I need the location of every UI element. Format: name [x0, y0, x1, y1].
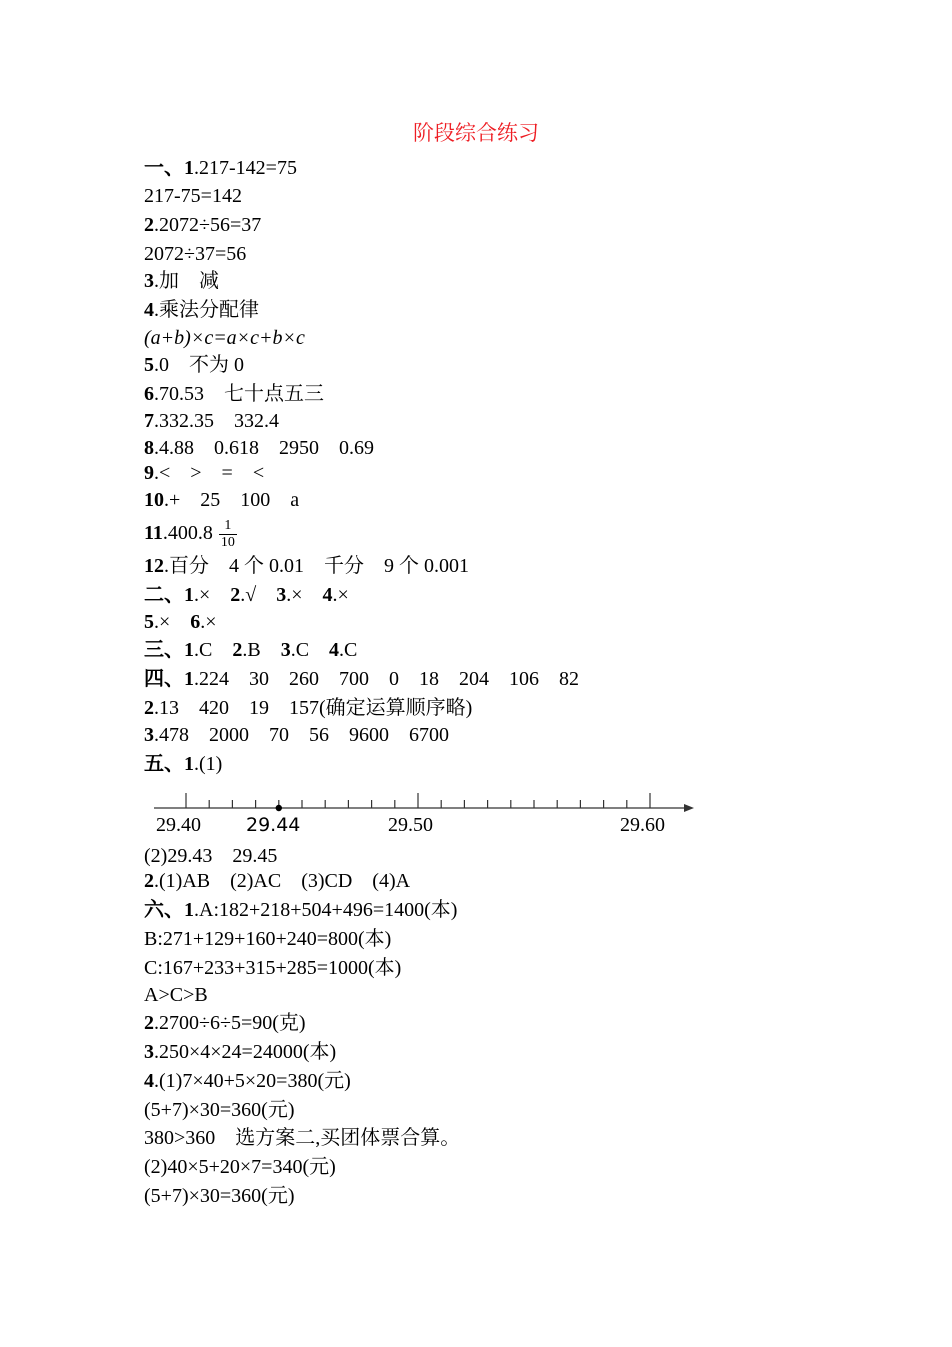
answer-line: 4.(1)7×40+5×20=380(元) — [144, 1070, 351, 1092]
answer-line: (5+7)×30=360(元) — [144, 1185, 295, 1207]
number-line-ticks — [186, 793, 650, 808]
answer-line: 一、1.217-142=75 — [144, 157, 297, 179]
answer-line: 2.(1)AB (2)AC (3)CD (4)A — [144, 870, 411, 892]
number-line-point — [276, 805, 282, 811]
answer-line: A>C>B — [144, 984, 208, 1006]
answer-line: 6.70.53 七十点五三 — [144, 383, 324, 405]
tick-label: 29.44 — [246, 814, 301, 836]
number-line-arrow-icon — [684, 804, 694, 812]
answer-line: 3.478 2000 70 56 9600 6700 — [144, 724, 449, 746]
answer-line: 四、1.224 30 260 700 0 18 204 106 82 — [144, 668, 579, 690]
answer-line: 9.< > = < — [144, 462, 265, 484]
answer-line: 5.0 不为 0 — [144, 354, 244, 376]
answer-line: 2.2700÷6÷5=90(克) — [144, 1012, 306, 1034]
answer-line: B:271+129+160+240=800(本) — [144, 928, 392, 950]
answer-line: 217-75=142 — [144, 185, 242, 207]
answer-line: 4.乘法分配律 — [144, 299, 259, 321]
page-title: 阶段综合练习 — [413, 121, 539, 145]
answer-line: 六、1.A:182+218+504+496=1400(本) — [144, 899, 458, 921]
tick-label: 29.60 — [620, 814, 665, 836]
answer-line: (2)40×5+20×7=340(元) — [144, 1156, 336, 1178]
answer-line: C:167+233+315+285=1000(本) — [144, 957, 402, 979]
answer-line: 2072÷37=56 — [144, 243, 247, 265]
tick-label: 29.50 — [388, 814, 433, 836]
answer-line: 三、1.C 2.B 3.C 4.C — [144, 639, 358, 661]
answer-line: 10.+ 25 100 a — [144, 489, 300, 511]
answer-line: 2.13 420 19 157(确定运算顺序略) — [144, 697, 473, 719]
answer-line: 2.2072÷56=37 — [144, 214, 262, 236]
answer-line: 7.332.35 332.4 — [144, 410, 279, 432]
answer-line: 8.4.88 0.618 2950 0.69 — [144, 437, 374, 459]
answer-line: 3.加 减 — [144, 270, 219, 292]
answer-line: (5+7)×30=360(元) — [144, 1099, 295, 1121]
answer-line: 3.250×4×24=24000(本) — [144, 1041, 337, 1063]
answer-line: (a+b)×c=a×c+b×c — [144, 327, 305, 349]
answer-line: 12.百分 4 个 0.01 千分 9 个 0.001 — [144, 555, 469, 577]
fraction: $\frac{1}{10}$ — [220, 518, 235, 550]
answer-line: 11.400.8 $\frac{1}{10}$ — [144, 518, 235, 550]
answer-line: 380>360 选方案二,买团体票合算。 — [144, 1127, 461, 1149]
answer-line: 二、1.× 2.√ 3.× 4.× — [144, 584, 349, 606]
answer-line: (2)29.43 29.45 — [144, 845, 278, 867]
number-line — [150, 788, 700, 816]
tick-label: 29.40 — [156, 814, 201, 836]
answer-line: 5.× 6.× — [144, 611, 217, 633]
answer-line: 五、1.(1) — [144, 753, 223, 775]
